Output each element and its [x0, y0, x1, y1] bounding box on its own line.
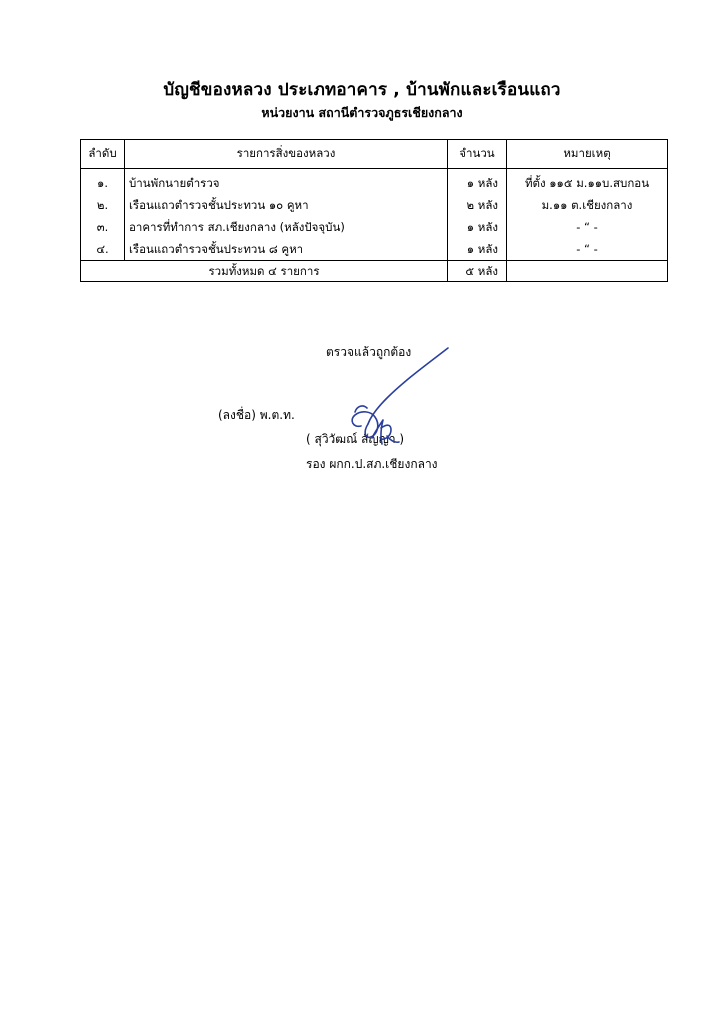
- row-item: เรือนแถวตำรวจชั้นประทวน ๘ คูหา: [125, 238, 448, 261]
- row-note: ม.๑๑ ต.เชียงกลาง: [507, 194, 668, 216]
- row-no: ๒.: [81, 194, 125, 216]
- signer-prefix: (ลงชื่อ) พ.ต.ท.: [218, 408, 295, 422]
- verified-text: ตรวจแล้วถูกต้อง: [326, 345, 412, 359]
- row-no: ๓.: [81, 216, 125, 238]
- row-no: ๔.: [81, 238, 125, 261]
- signer-position: รอง ผกก.ป.สภ.เชียงกลาง: [306, 457, 438, 471]
- row-qty: ๑ หลัง: [448, 216, 507, 238]
- row-item: อาคารที่ทำการ สภ.เชียงกลาง (หลังปัจจุบัน): [125, 216, 448, 238]
- document-title: บัญชีของหลวง ประเภทอาคาร , บ้านพักและเรือนแถว: [163, 80, 561, 100]
- total-qty: ๕ หลัง: [448, 261, 507, 282]
- header-item: รายการสิ่งของหลวง: [125, 140, 448, 169]
- header-note: หมายเหตุ: [507, 140, 668, 169]
- signer-name: ( สุวิวัฒณ์ สัญญา ): [306, 432, 405, 446]
- row-qty: ๑ หลัง: [448, 169, 507, 195]
- row-qty: ๑ หลัง: [448, 238, 507, 261]
- row-note: ที่ตั้ง ๑๑๕ ม.๑๑บ.สบกอน: [507, 169, 668, 195]
- document-subtitle: หน่วยงาน สถานีตำรวจภูธรเชียงกลาง: [261, 105, 463, 120]
- row-note: - “ -: [507, 238, 668, 261]
- row-note: - “ -: [507, 216, 668, 238]
- row-item: บ้านพักนายตำรวจ: [125, 169, 448, 195]
- total-label: รวมทั้งหมด ๔ รายการ: [81, 261, 448, 282]
- row-no: ๑.: [81, 169, 125, 195]
- header-no: ลำดับ: [81, 140, 125, 169]
- row-qty: ๒ หลัง: [448, 194, 507, 216]
- row-item: เรือนแถวตำรวจชั้นประทวน ๑๐ คูหา: [125, 194, 448, 216]
- header-qty: จำนวน: [448, 140, 507, 169]
- handwritten-signature: [325, 340, 455, 452]
